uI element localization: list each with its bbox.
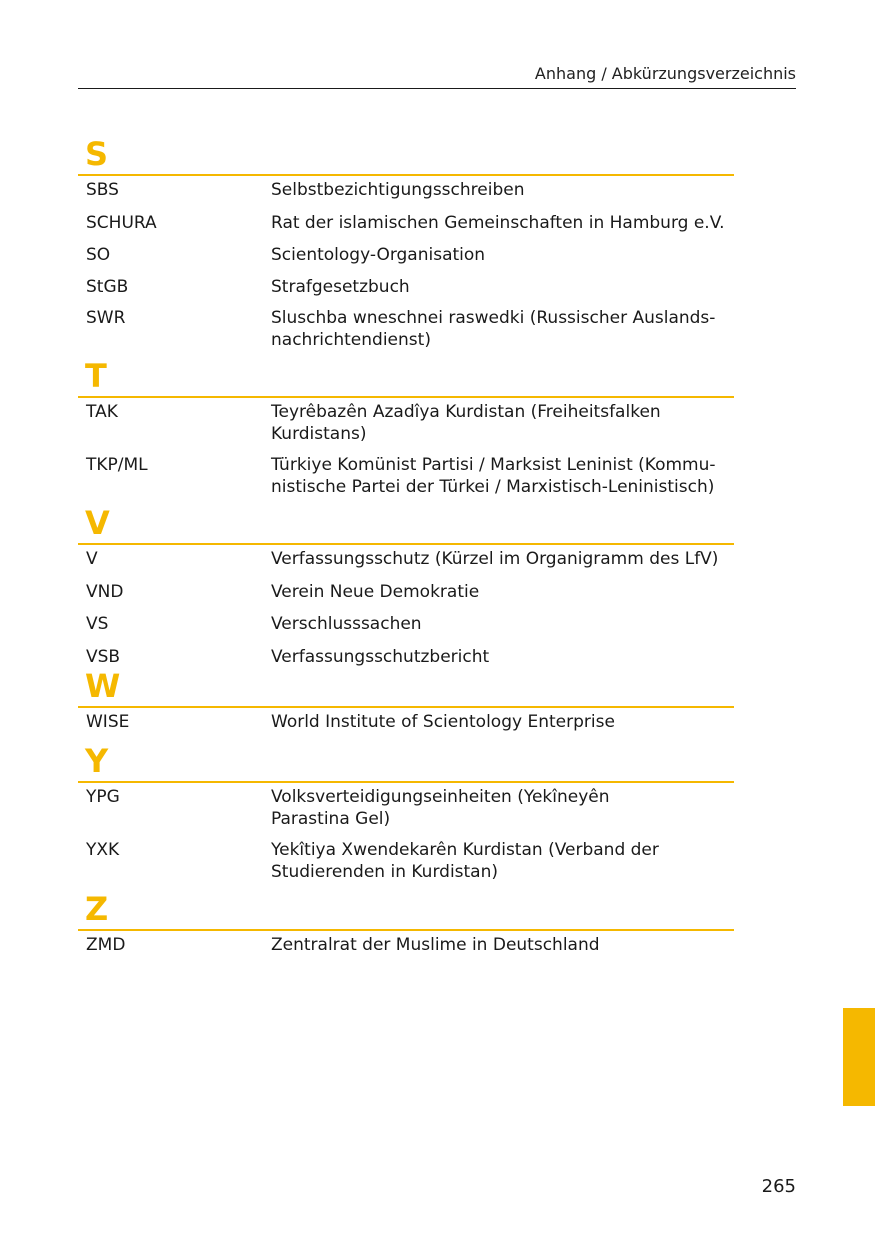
entry-row	[78, 276, 734, 298]
running-header	[78, 64, 796, 89]
section-y	[78, 743, 734, 883]
entry-abbreviation: ZMD	[86, 935, 126, 955]
entry-definition: Zentralrat der Muslime in Deutschland	[271, 935, 600, 955]
section-t	[78, 358, 734, 498]
entry-row	[78, 646, 734, 668]
section-rule	[78, 781, 734, 783]
entry-row	[78, 711, 734, 733]
entry-row	[78, 613, 734, 635]
section-letter: V	[85, 504, 110, 542]
section-letter: W	[85, 667, 121, 705]
section-letter: Y	[85, 742, 109, 780]
entry-row	[78, 934, 734, 956]
entry-row	[78, 179, 734, 201]
entry-definition: Türkiye Komünist Partisi / Marksist Leninist (Kommu- nistische Partei der Türkei / Marxistisch-Leninistisch)	[271, 455, 716, 497]
page-number: 265	[761, 1176, 796, 1197]
entry-definition: Verschlusssachen	[271, 614, 422, 634]
section-letter: T	[85, 357, 107, 395]
entry-abbreviation: SCHURA	[86, 213, 157, 233]
section-v	[78, 505, 734, 668]
entry-row	[78, 839, 734, 883]
entry-row	[78, 212, 734, 234]
section-letter: Z	[85, 890, 109, 928]
section-rule	[78, 396, 734, 398]
header-title: Anhang / Abkürzungsverzeichnis	[534, 64, 796, 83]
entry-row	[78, 581, 734, 603]
entry-abbreviation: YPG	[86, 787, 120, 807]
entry-definition: Teyrêbazên Azadîya Kurdistan (Freiheitsfalken Kurdistans)	[271, 402, 661, 444]
entry-definition: Verfassungsschutz (Kürzel im Organigramm des LfV)	[271, 549, 719, 569]
entry-abbreviation: TAK	[86, 402, 118, 422]
entry-row	[78, 244, 734, 266]
section-rule	[78, 543, 734, 545]
section-w	[78, 668, 734, 733]
entry-abbreviation: SBS	[86, 180, 119, 200]
entry-abbreviation: YXK	[86, 840, 120, 860]
abbreviation-list	[78, 136, 734, 956]
entry-abbreviation: SWR	[86, 308, 126, 328]
section-letter: S	[85, 135, 109, 173]
section-z	[78, 891, 734, 956]
entry-row	[78, 307, 734, 351]
entry-abbreviation: VND	[86, 582, 124, 602]
entry-row	[78, 548, 734, 570]
entry-row	[78, 786, 734, 830]
entry-abbreviation: WISE	[86, 712, 130, 732]
entry-definition: Volksverteidigungseinheiten (Yekîneyên Parastina Gel)	[271, 787, 610, 829]
entry-definition: Yekîtiya Xwendekarên Kurdistan (Verband der Studierenden in Kurdistan)	[271, 840, 659, 882]
entry-row	[78, 454, 734, 498]
entry-abbreviation: VS	[86, 614, 109, 634]
entry-abbreviation: TKP/ML	[86, 455, 148, 475]
entry-abbreviation: VSB	[86, 647, 121, 667]
section-rule	[78, 174, 734, 176]
entry-row	[78, 401, 734, 445]
entry-definition: Selbstbezichtigungsschreiben	[271, 180, 525, 200]
entry-abbreviation: SO	[86, 245, 111, 265]
section-rule	[78, 706, 734, 708]
section-rule	[78, 929, 734, 931]
entry-definition: Verein Neue Demokratie	[271, 582, 480, 602]
entry-definition: Strafgesetzbuch	[271, 277, 410, 297]
entry-definition: Sluschba wneschnei raswedki (Russischer Auslands- nachrichtendienst)	[271, 308, 716, 350]
entry-abbreviation: V	[86, 549, 98, 569]
entry-definition: World Institute of Scientology Enterprise	[271, 712, 615, 732]
entry-definition: Rat der islamischen Gemeinschaften in Hamburg e.V.	[271, 213, 725, 233]
section-s	[78, 136, 734, 351]
entry-abbreviation: StGB	[86, 277, 129, 297]
entry-definition: Verfassungsschutzbericht	[271, 647, 490, 667]
entry-definition: Scientology-Organisation	[271, 245, 486, 265]
section-marker-tab	[843, 1008, 875, 1106]
